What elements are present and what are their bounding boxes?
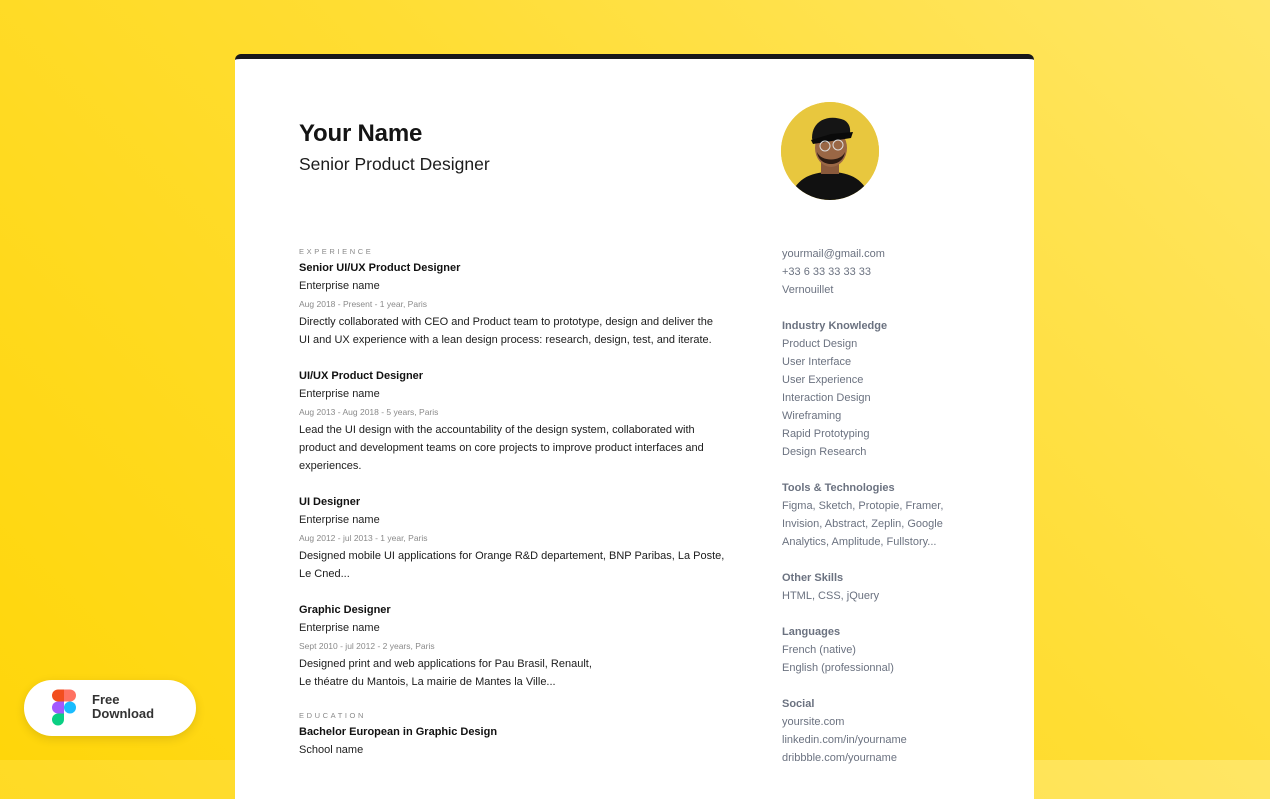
social-group [782, 695, 982, 767]
other-skills-item: HTML, CSS, jQuery [782, 590, 880, 602]
badge-line-2: Download [92, 706, 155, 721]
job-entry [299, 259, 759, 349]
avatar [781, 102, 879, 200]
tools-line: Invision, Abstract, Zeplin, Google [782, 518, 943, 530]
job-company: Enterprise name [299, 514, 380, 526]
industry-knowledge-heading: Industry Knowledge [782, 320, 888, 332]
job-title: UI/UX Product Designer [299, 370, 424, 382]
experience-column [299, 245, 759, 759]
tools-line: Analytics, Amplitude, Fullstory... [782, 536, 937, 548]
job-desc-line: Designed mobile UI applications for Orange R&D departement, BNP Paribas, La Poste, [299, 550, 725, 562]
job-desc-line: Le Cned... [299, 568, 350, 580]
job-entry [299, 493, 759, 583]
job-desc-line: product and development teams on core projects to improve product interfaces and [299, 442, 704, 454]
resume-card [235, 54, 1034, 799]
experience-section-label: EXPERIENCE [299, 247, 374, 256]
job-desc-line: Le théatre du Mantois, La mairie de Mantes la Ville... [299, 676, 556, 688]
figma-logo-icon [52, 689, 76, 726]
job-desc-line: Directly collaborated with CEO and Product team to prototype, design and deliver the [299, 316, 713, 328]
social-link-site[interactable]: yoursite.com [782, 716, 845, 728]
job-title: Graphic Designer [299, 604, 391, 616]
free-download-button[interactable] [24, 680, 196, 736]
contact-phone: +33 6 33 33 33 33 [782, 266, 871, 278]
contact-group [782, 245, 982, 299]
job-desc-line: Designed print and web applications for Pau Brasil, Renault, [299, 658, 592, 670]
industry-item: Wireframing [782, 410, 842, 422]
job-desc-line: UI and UX experience with a lean design process: research, design, test, and iterate. [299, 334, 712, 346]
industry-item: User Experience [782, 374, 864, 386]
languages-heading: Languages [782, 626, 841, 638]
education-section-label: EDUCATION [299, 711, 367, 720]
job-company: Enterprise name [299, 388, 380, 400]
job-entry [299, 367, 759, 475]
job-company: Enterprise name [299, 280, 380, 292]
industry-knowledge-group [782, 317, 982, 461]
industry-item: Design Research [782, 446, 867, 458]
industry-item: Interaction Design [782, 392, 871, 404]
badge-line-1: Free [92, 692, 120, 707]
job-title: Senior UI/UX Product Designer [299, 262, 461, 274]
contact-city: Vernouillet [782, 284, 834, 296]
industry-item: Product Design [782, 338, 858, 350]
social-link-dribbble[interactable]: dribbble.com/yourname [782, 752, 897, 764]
tools-heading: Tools & Technologies [782, 482, 895, 494]
other-skills-heading: Other Skills [782, 572, 844, 584]
resume-name: Your Name [299, 120, 423, 147]
education-school: School name [299, 744, 364, 756]
contact-email[interactable]: yourmail@gmail.com [782, 248, 885, 260]
free-download-label [92, 693, 154, 721]
job-meta: Aug 2013 - Aug 2018 - 5 years, Paris [299, 407, 439, 417]
job-title: UI Designer [299, 496, 361, 508]
language-item: English (professionnal) [782, 662, 894, 674]
languages-group [782, 623, 982, 677]
avatar-photo-icon [781, 102, 879, 200]
sidebar-column [782, 245, 982, 785]
job-desc-line: experiences. [299, 460, 362, 472]
language-item: French (native) [782, 644, 856, 656]
tools-group [782, 479, 982, 551]
tools-line: Figma, Sketch, Protopie, Framer, [782, 500, 944, 512]
job-desc-line: Lead the UI design with the accountability of the design system, collaborated with [299, 424, 695, 436]
resume-job-title: Senior Product Designer [299, 154, 490, 174]
job-entry [299, 601, 759, 691]
other-skills-group [782, 569, 982, 605]
industry-item: Rapid Prototyping [782, 428, 870, 440]
job-meta: Aug 2012 - jul 2013 - 1 year, Paris [299, 533, 428, 543]
job-meta: Aug 2018 - Present - 1 year, Paris [299, 299, 428, 309]
job-company: Enterprise name [299, 622, 380, 634]
industry-item: User Interface [782, 356, 852, 368]
education-degree: Bachelor European in Graphic Design [299, 726, 498, 738]
social-heading: Social [782, 698, 815, 710]
social-link-linkedin[interactable]: linkedin.com/in/yourname [782, 734, 907, 746]
job-meta: Sept 2010 - jul 2012 - 2 years, Paris [299, 641, 435, 651]
